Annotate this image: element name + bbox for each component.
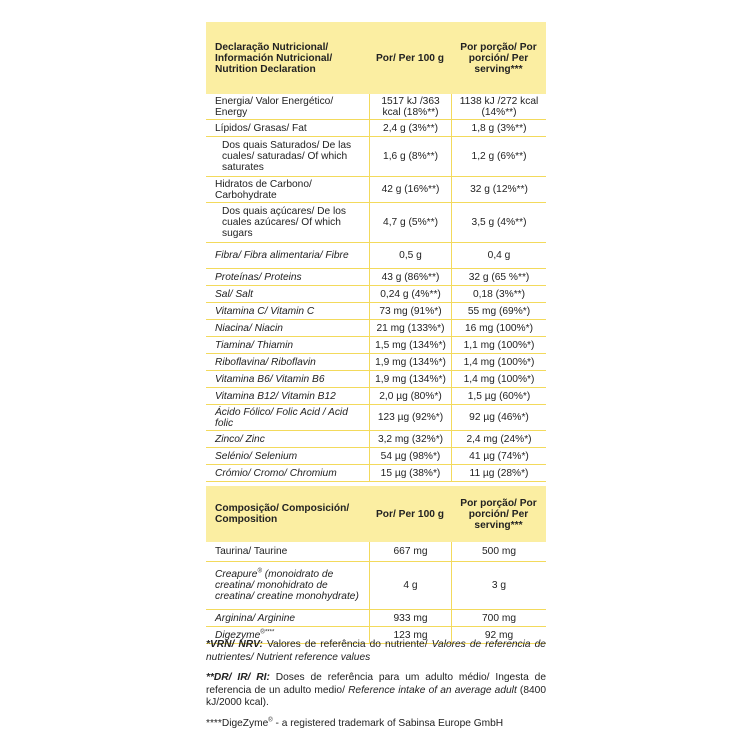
nutrition-row-serving: 92 µg (46%*): [451, 405, 546, 431]
nutrition-row: [206, 431, 546, 448]
composition-header-serving: Por porção/ Por porción/ Per serving***: [451, 486, 546, 542]
composition-row: [206, 542, 546, 562]
composition-row-per100: 933 mg: [369, 610, 451, 627]
nutrition-row-label: Niacina/ Niacin: [206, 320, 369, 337]
nutrition-row: [206, 448, 546, 465]
nutrition-row-label: Proteínas/ Proteins: [206, 269, 369, 286]
nutrition-row-label: Dos quais açúcares/ De los cuales azúcares/ Of which sugars: [206, 203, 369, 243]
nutrition-row-label: Zinco/ Zinc: [206, 431, 369, 448]
nutrition-row-label: Vitamina B6/ Vitamin B6: [206, 371, 369, 388]
nutrition-row-label: Dos quais Saturados/ De las cuales/ saturadas/ Of which saturates: [206, 137, 369, 177]
nutrition-row: [206, 203, 546, 243]
footnote-dr-text-pt: Doses de referência para um adulto médio/ Ingesta de referencia de un adulto medio/: [206, 672, 547, 696]
composition-row: [206, 562, 546, 610]
nutrition-row-per100: 1,6 g (8%**): [369, 137, 451, 177]
nutrition-row-serving: 0,18 (3%**): [451, 286, 546, 303]
nutrition-row-per100: 4,7 g (5%**): [369, 203, 451, 243]
nutrition-row: [206, 137, 546, 177]
nutrition-header-per100: Por/ Per 100 g: [369, 22, 451, 94]
nutrition-row-label: Hidratos de Carbono/ Carbohydrate: [206, 177, 369, 203]
nutrition-row: [206, 269, 546, 286]
nutrition-row-label: Crómio/ Cromo/ Chromium: [206, 465, 369, 482]
footnote-dr-tail: (8400 kJ/2000 kcal).: [206, 684, 546, 708]
nutrition-row-per100: 21 mg (133%*): [369, 320, 451, 337]
nutrition-row-serving: 0,4 g: [451, 243, 546, 269]
composition-row-per100: 667 mg: [369, 542, 451, 562]
nutrition-row: [206, 286, 546, 303]
nutrition-row-serving: 1,8 g (3%**): [451, 120, 546, 137]
composition-row-label: Digezyme®****: [206, 627, 369, 644]
footnote-vrn-text-pt: Valores de referência do nutriente/: [262, 639, 432, 650]
nutrition-row-per100: 15 µg (38%*): [369, 465, 451, 482]
nutrition-row-per100: 1,5 mg (134%*): [369, 337, 451, 354]
nutrition-row-per100: 0,24 g (4%**): [369, 286, 451, 303]
nutrition-row-per100: 42 g (16%**): [369, 177, 451, 203]
nutrition-row-serving: 32 g (65 %**): [451, 269, 546, 286]
nutrition-row-label: Riboflavina/ Riboflavin: [206, 354, 369, 371]
composition-row: [206, 610, 546, 627]
nutrition-row-serving: 32 g (12%**): [451, 177, 546, 203]
nutrition-row-serving: 1,1 mg (100%*): [451, 337, 546, 354]
nutrition-label: [206, 22, 546, 644]
nutrition-row-label: Tiamina/ Thiamin: [206, 337, 369, 354]
nutrition-row: [206, 371, 546, 388]
nutrition-row-per100: 1,9 mg (134%*): [369, 371, 451, 388]
nutrition-row-serving: 1138 kJ /272 kcal (14%**): [451, 94, 546, 120]
nutrition-row-label: Lípidos/ Grasas/ Fat: [206, 120, 369, 137]
footnote-vrn: [206, 639, 546, 664]
composition-row-per100: 4 g: [369, 562, 451, 610]
footnote-dr-key: **DR/ IR/ RI:: [206, 672, 270, 683]
nutrition-row-label: Ácido Fólico/ Folic Acid / Acid folic: [206, 405, 369, 431]
nutrition-row-serving: 1,4 mg (100%*): [451, 371, 546, 388]
composition-row-serving: 700 mg: [451, 610, 546, 627]
nutrition-row-label: Selénio/ Selenium: [206, 448, 369, 465]
nutrition-row-per100: 2,0 µg (80%*): [369, 388, 451, 405]
composition-row-per100: 123 mg: [369, 627, 451, 644]
nutrition-header-row: [206, 22, 546, 94]
nutrition-row-serving: 1,4 mg (100%*): [451, 354, 546, 371]
nutrition-row-label: Sal/ Salt: [206, 286, 369, 303]
nutrition-row-per100: 3,2 mg (32%*): [369, 431, 451, 448]
nutrition-row-label: Vitamina B12/ Vitamin B12: [206, 388, 369, 405]
composition-header-per100: Por/ Per 100 g: [369, 486, 451, 542]
composition-header-row: [206, 486, 546, 542]
composition-row-label: Arginina/ Arginine: [206, 610, 369, 627]
nutrition-row-label: Vitamina C/ Vitamin C: [206, 303, 369, 320]
composition-rows: [206, 542, 546, 644]
nutrition-row: [206, 177, 546, 203]
nutrition-row: [206, 120, 546, 137]
nutrition-row: [206, 243, 546, 269]
nutrition-row-per100: 73 mg (91%*): [369, 303, 451, 320]
footnote-dr: [206, 672, 546, 710]
composition-row-label: Creapure® (monoidrato de creatina/ monohidrato de creatina/ creatine monohydrate): [206, 562, 369, 610]
nutrition-row: [206, 405, 546, 431]
nutrition-row: [206, 465, 546, 482]
nutrition-row-serving: 11 µg (28%*): [451, 465, 546, 482]
nutrition-row-per100: 123 µg (92%*): [369, 405, 451, 431]
composition-row-serving: 92 mg: [451, 627, 546, 644]
nutrition-row-label: Fibra/ Fibra alimentaria/ Fibre: [206, 243, 369, 269]
nutrition-row-per100: 2,4 g (3%**): [369, 120, 451, 137]
composition-row-label: Taurina/ Taurine: [206, 542, 369, 562]
nutrition-row-per100: 43 g (86%**): [369, 269, 451, 286]
nutrition-row-per100: 1,9 mg (134%*): [369, 354, 451, 371]
footnote-dr-text-en: Reference intake of an average adult: [348, 684, 517, 696]
nutrition-row-serving: 55 mg (69%*): [451, 303, 546, 320]
composition-table: [206, 486, 546, 644]
nutrition-row-serving: 1,2 g (6%**): [451, 137, 546, 177]
nutrition-table: [206, 22, 546, 482]
nutrition-row: [206, 320, 546, 337]
nutrition-row-per100: 0,5 g: [369, 243, 451, 269]
nutrition-row-serving: 41 µg (74%*): [451, 448, 546, 465]
footnote-trademark: [206, 718, 546, 731]
footnote-vrn-key: *VRN/ NRV:: [206, 639, 263, 650]
nutrition-row-serving: 2,4 mg (24%*): [451, 431, 546, 448]
nutrition-row: [206, 354, 546, 371]
nutrition-row: [206, 94, 546, 120]
nutrition-row-label: Energia/ Valor Energético/ Energy: [206, 94, 369, 120]
composition-row-serving: 500 mg: [451, 542, 546, 562]
nutrition-header-label: Declaração Nutricional/ Información Nutricional/ Nutrition Declaration: [206, 22, 369, 94]
nutrition-row-serving: 3,5 g (4%**): [451, 203, 546, 243]
nutrition-row: [206, 303, 546, 320]
nutrition-row-serving: 16 mg (100%*): [451, 320, 546, 337]
nutrition-row: [206, 388, 546, 405]
nutrition-row-per100: 1517 kJ /363 kcal (18%**): [369, 94, 451, 120]
composition-row-serving: 3 g: [451, 562, 546, 610]
composition-header-label: Composição/ Composición/ Composition: [206, 486, 369, 542]
trademark-mark: ®: [268, 717, 273, 724]
trademark-prefix: ****DigeZyme: [206, 717, 269, 729]
nutrition-row-serving: 1,5 µg (60%*): [451, 388, 546, 405]
footnote-vrn-text-es: Valores de referencia de nutrientes/ Nutrient reference values: [206, 639, 546, 663]
nutrition-rows: [206, 94, 546, 482]
trademark-text: - a registered trademark of Sabinsa Europe GmbH: [272, 717, 504, 729]
nutrition-header-serving: Por porção/ Por porción/ Per serving***: [451, 22, 546, 94]
footnotes: [206, 639, 546, 738]
nutrition-row-per100: 54 µg (98%*): [369, 448, 451, 465]
nutrition-row: [206, 337, 546, 354]
